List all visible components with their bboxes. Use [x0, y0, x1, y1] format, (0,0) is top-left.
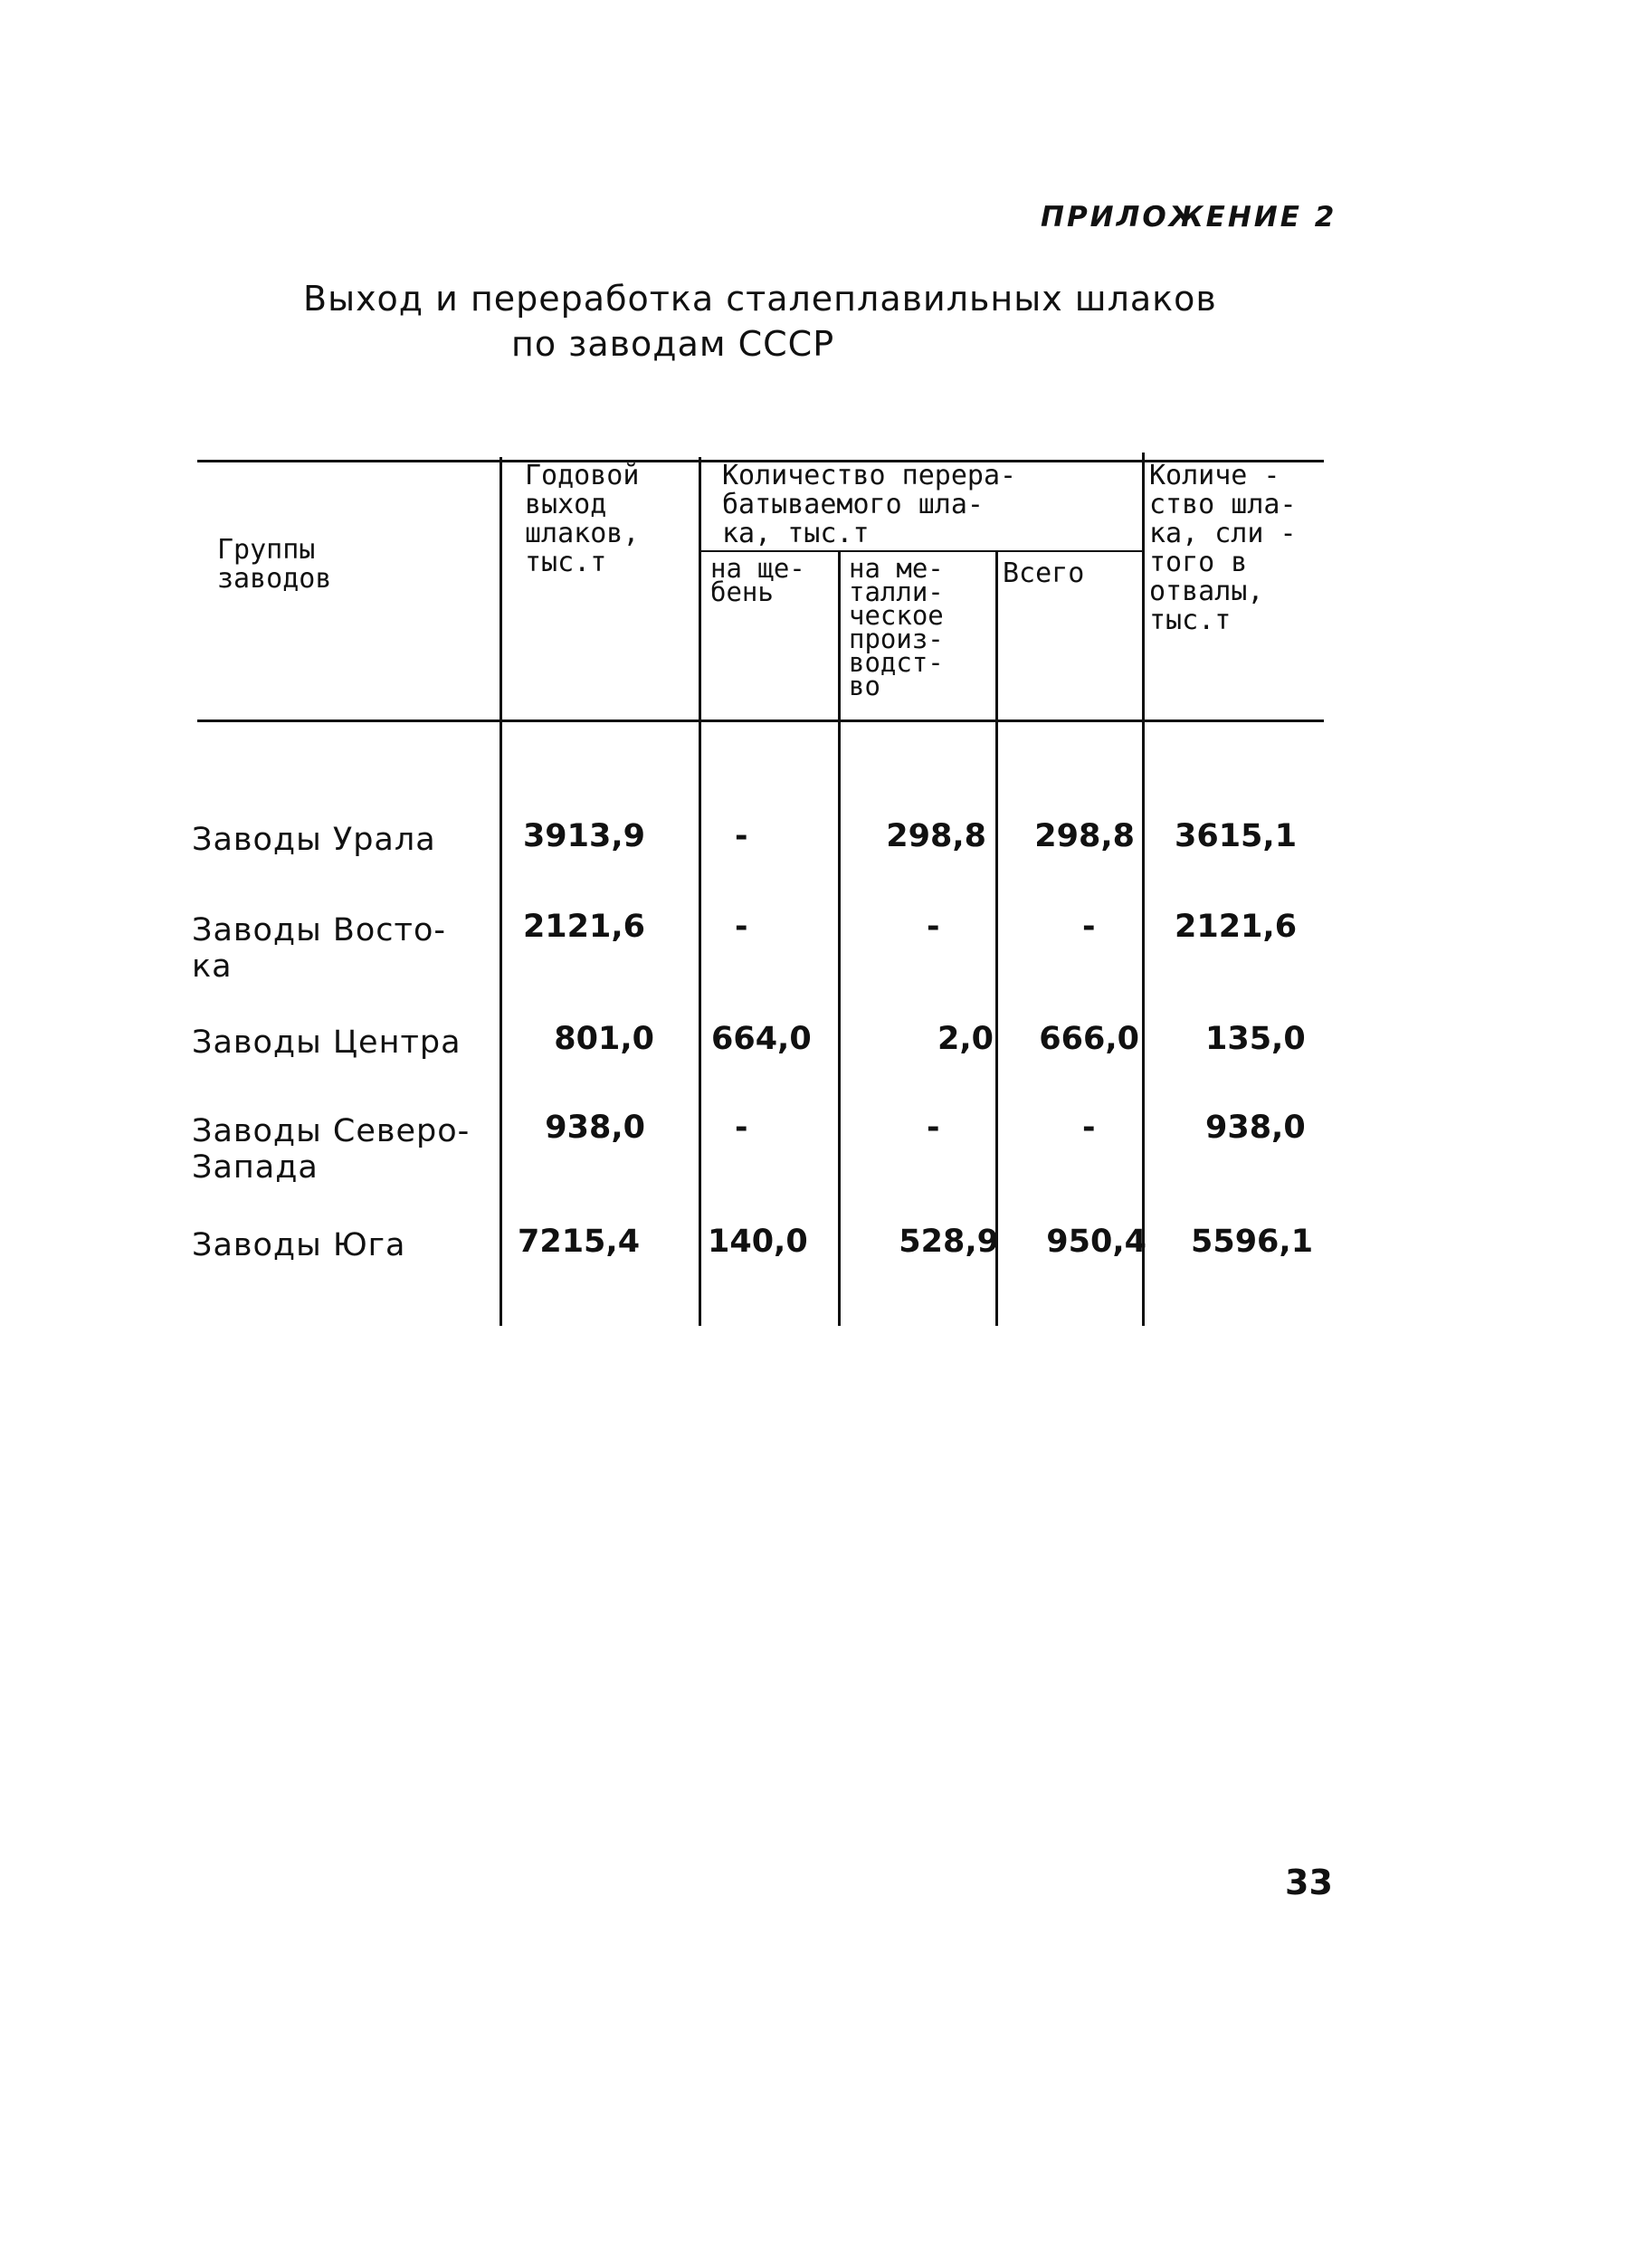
column-rule-5 — [1142, 453, 1145, 1326]
cell-dumped: 135,0 — [1205, 1021, 1306, 1057]
row-group-name: Заводы Урала — [192, 822, 436, 858]
cell-total: - — [1082, 909, 1096, 945]
column-rule-4 — [995, 550, 998, 1326]
cell-dumped: 2121,6 — [1175, 909, 1298, 945]
column-rule-1 — [500, 457, 502, 1326]
cell-crushed-stone: 140,0 — [708, 1224, 808, 1260]
header-groups: Группы заводов — [217, 534, 332, 595]
cell-metallurgical: - — [927, 909, 940, 945]
row-group-name: Заводы Северо- Запада — [192, 1113, 471, 1186]
cell-total: - — [1082, 1110, 1096, 1146]
cell-metallurgical: 2,0 — [937, 1021, 994, 1057]
cell-crushed-stone: 664,0 — [711, 1021, 812, 1057]
header-annual-output: Годовой выход шлаков, тыс.т — [525, 460, 640, 578]
cell-dumped: 938,0 — [1205, 1110, 1306, 1146]
column-rule-2 — [699, 457, 701, 1326]
cell-metallurgical: - — [927, 1110, 940, 1146]
cell-annual-output: 3913,9 — [522, 818, 645, 854]
header-metallurgical: на ме- талли- ческое произ- водст- во — [849, 553, 944, 701]
header-processed: Количество перера- батываемого шла- ка, тыс.т — [722, 460, 1017, 549]
header-crushed-stone: на ще- бень — [710, 553, 805, 607]
cell-dumped: 3615,1 — [1175, 818, 1298, 854]
cell-total: 950,4 — [1046, 1224, 1147, 1260]
header-bottom-rule — [197, 719, 1324, 722]
cell-crushed-stone: - — [735, 909, 748, 945]
cell-total: 298,8 — [1034, 818, 1135, 854]
subheader-rule — [699, 550, 1142, 552]
cell-crushed-stone: - — [735, 1110, 748, 1146]
table-title-line-2: по заводам СССР — [511, 324, 835, 364]
cell-metallurgical: 528,9 — [899, 1224, 999, 1260]
column-rule-3 — [838, 550, 841, 1326]
page-number: 33 — [1285, 1863, 1333, 1902]
table-title-line-1: Выход и переработка сталеплавильных шлаков — [303, 279, 1217, 319]
header-total: Всего — [1003, 557, 1085, 589]
appendix-label: ПРИЛОЖЕНИЕ 2 — [1041, 201, 1337, 233]
row-group-name: Заводы Юга — [192, 1227, 406, 1263]
cell-annual-output: 938,0 — [545, 1110, 645, 1146]
cell-metallurgical: 298,8 — [886, 818, 986, 854]
header-dumped: Количе - ство шла- ка, сли - того в отвалы, тыс.т — [1149, 460, 1297, 636]
cell-annual-output: 801,0 — [554, 1021, 654, 1057]
cell-crushed-stone: - — [735, 818, 748, 854]
row-group-name: Заводы Восто- ка — [192, 912, 446, 985]
cell-annual-output: 7215,4 — [518, 1224, 641, 1260]
cell-dumped: 5596,1 — [1191, 1224, 1314, 1260]
row-group-name: Заводы Центра — [192, 1024, 461, 1061]
cell-total: 666,0 — [1039, 1021, 1139, 1057]
cell-annual-output: 2121,6 — [522, 909, 645, 945]
